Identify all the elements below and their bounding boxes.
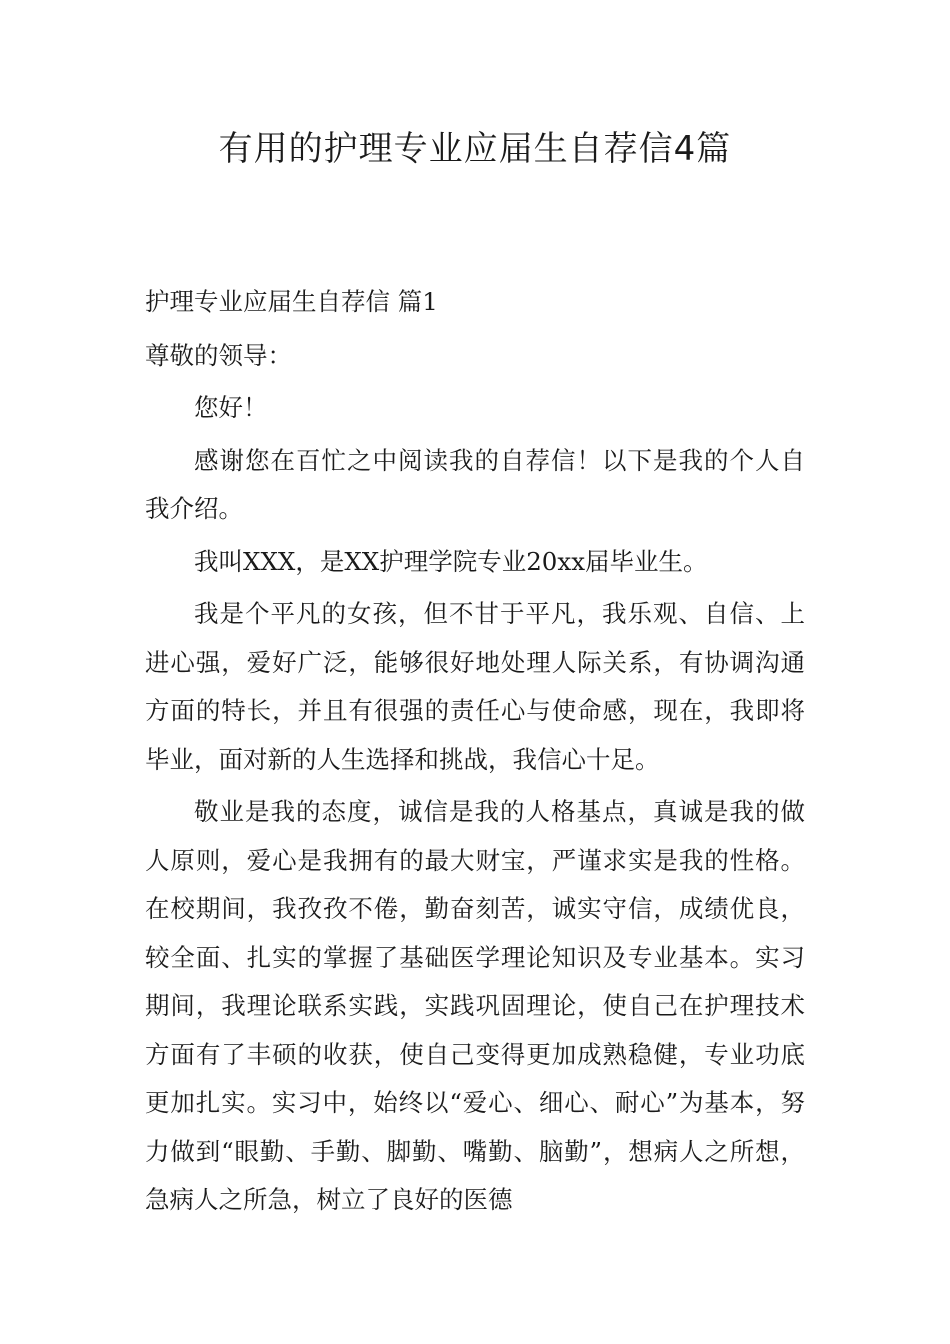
paragraph: 我是个平凡的女孩，但不甘于平凡，我乐观、自信、上进心强，爱好广泛，能够很好地处理人际关系，有协调沟通方面的特长，并且有很强的责任心与使命感，现在，我即将毕业，面对新的人生选择和挑战，我信心十足。	[145, 599, 805, 774]
paragraph: 我叫XXX，是XX护理学院专业20xx届毕业生。	[194, 546, 708, 576]
salutation: 尊敬的领导：	[145, 340, 292, 370]
greeting: 您好！	[194, 393, 268, 422]
paragraph: 感谢您在百忙之中阅读我的自荐信！以下是我的个人自我介绍。	[145, 445, 805, 523]
document-title: 有用的护理专业应届生自荐信4篇	[218, 129, 732, 169]
section-title: 护理专业应届生自荐信 篇1	[145, 287, 438, 316]
paragraph: 敬业是我的态度，诚信是我的人格基点，真诚是我的做人原则，爱心是我拥有的最大财宝，严谨求实是我的性格。在校期间，我孜孜不倦，勤奋刻苦，诚实守信，成绩优良，较全面、扎实的掌握了基础医学理论知识及专业基本。实习期间，我理论联系实践，实践巩固理论，使自己在护理技术方面有了丰硕的收获，使自己变得更加成熟稳健，专业功底更加扎实。实习中，始终以“爱心、细心、耐心”为基本，努力做到“眼勤、手勤、脚勤、嘴勤、脑勤”，想病人之所想，急病人之所急，树立了良好的医德	[145, 797, 805, 1214]
letter-body	[145, 278, 805, 1229]
